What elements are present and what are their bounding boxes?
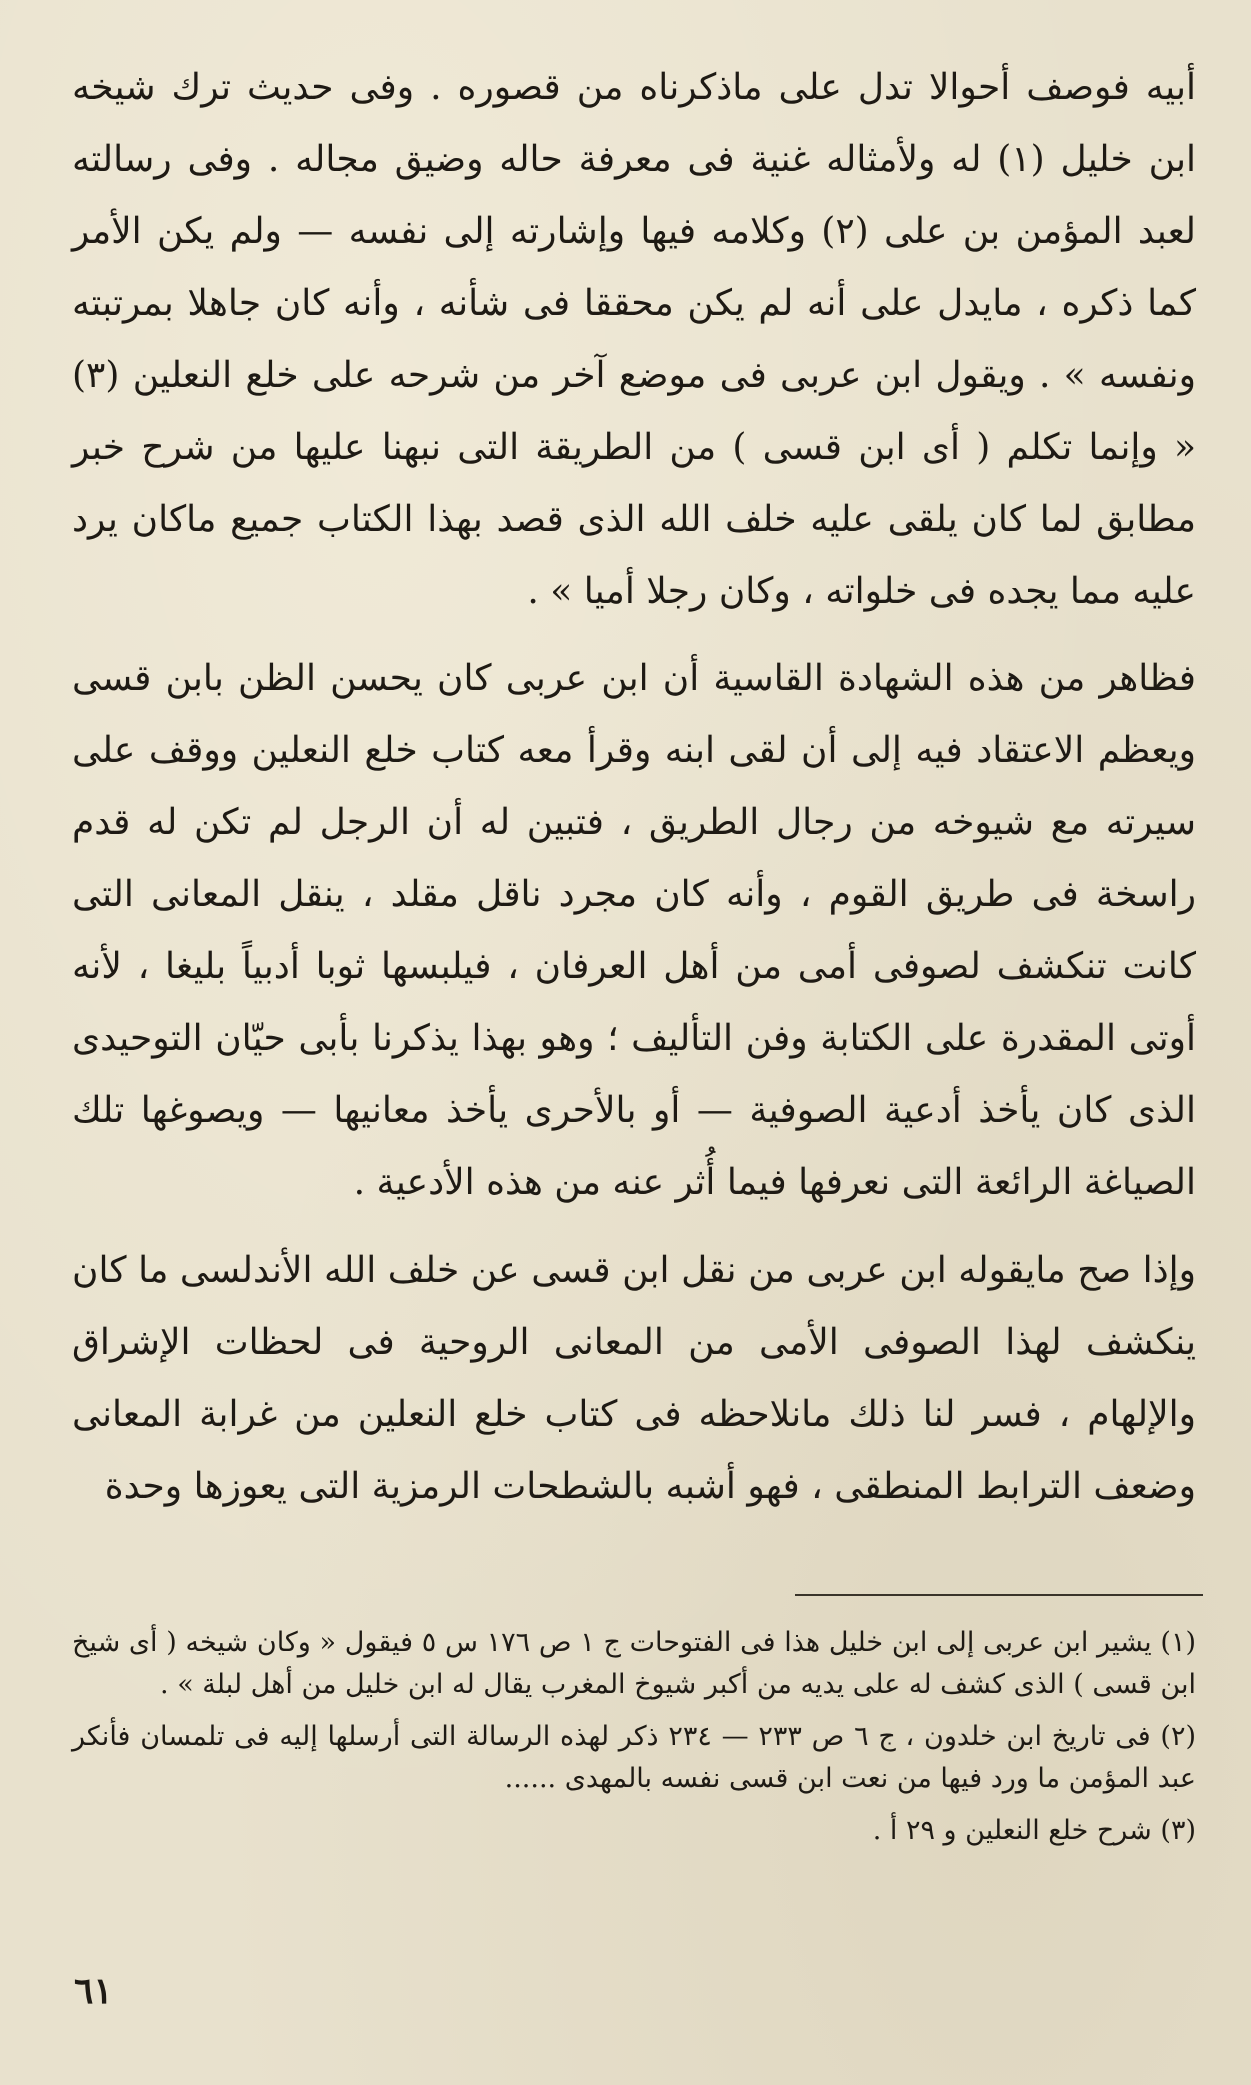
body-paragraph-2: فظاهر من هذه الشهادة القاسية أن ابن عربى كان يحسن الظن بابن قسى ويعظم الاعتقاد فيه إلى أن لقى ابنه وقرأ معه كتاب خلع النعلين ووقف على سيرته مع شيوخه من رجال الطريق ، فتبين له أن الرجل لم تكن له قدم راسخة فى طريق القوم ، وأنه كان مجرد ناقل مقلد ، ينقل المعانى التى كانت تنكشف لصوفى أمى من أهل العرفان ، فيلبسها ثوبا أدبياً بليغا ، لأنه أوتى المقدرة على الكتابة وفن التأليف ؛ وهو بهذا يذكرنا بأبى حيّان التوحيدى الذى كان يأخذ أدعية الصوفية — أو بالأحرى يأخذ معانيها — ويصوغها تلك الصياغة الرائعة التى نعرفها فيما أُثر عنه من هذه الأدعية . <box>72 658 1196 1203</box>
body-paragraph-3: وإذا صح مايقوله ابن عربى من نقل ابن قسى عن خلف الله الأندلسى ما كان ينكشف لهذا الصوفى الأمى من المعانى الروحية فى لحظات الإشراق والإلهام ، فسر لنا ذلك مانلاحظه فى كتاب خلع النعلين من غرابة المعانى وضعف الترابط المنطقى ، فهو أشبه بالشطحات الرمزية التى يعوزها وحدة <box>72 1250 1196 1507</box>
body-paragraph-1: أبيه فوصف أحوالا تدل على ماذكرناه من قصوره . وفى حديث ترك شيخه ابن خليل (١) له ولأمثاله غنية فى معرفة حاله وضيق مجاله . وفى رسالته لعبد المؤمن بن على (٢) وكلامه فيها وإشارته إلى نفسه — ولم يكن الأمر كما ذكره ، مايدل على أنه لم يكن محققا فى شأنه ، وأنه كان جاهلا بمرتبته ونفسه » . ويقول ابن عربى فى موضع آخر من شرحه على خلع النعلين (٣) « وإنما تكلم ( أى ابن قسى ) من الطريقة التى نبهنا عليها من شرح خبر مطابق لما كان يلقى عليه خلف الله الذى قصد بهذا الكتاب جميع ماكان يرد عليه مما يجده فى خلواته ، وكان رجلا أميا » . <box>72 67 1197 612</box>
footnotes-section <box>72 1622 1196 1862</box>
footnote-2: (٢) فى تاريخ ابن خلدون ، ج ٦ ص ٢٣٣ — ٢٣٤ ذكر لهذه الرسالة التى أرسلها إليه فى تلمسان فأنكر عبد المؤمن ما ورد فيها من نعت ابن قسى نفسه بالمهدى ...... <box>72 1721 1196 1794</box>
footnote-3: (٣) شرح خلع النعلين و ٢٩ أ . <box>872 1815 1196 1846</box>
page-number: ٦١ <box>74 1970 113 2012</box>
footnote-separator <box>795 1594 1203 1596</box>
footnote-1: (١) يشير ابن عربى إلى ابن خليل هذا فى الفتوحات ج ١ ص ١٧٦ س ٥ فيقول « وكان شيخه ( أى شيخ ابن قسى ) الذى كشف له على يديه من أكبر شيوخ المغرب يقال له ابن خليل من أهل لبلة » . <box>72 1627 1197 1700</box>
